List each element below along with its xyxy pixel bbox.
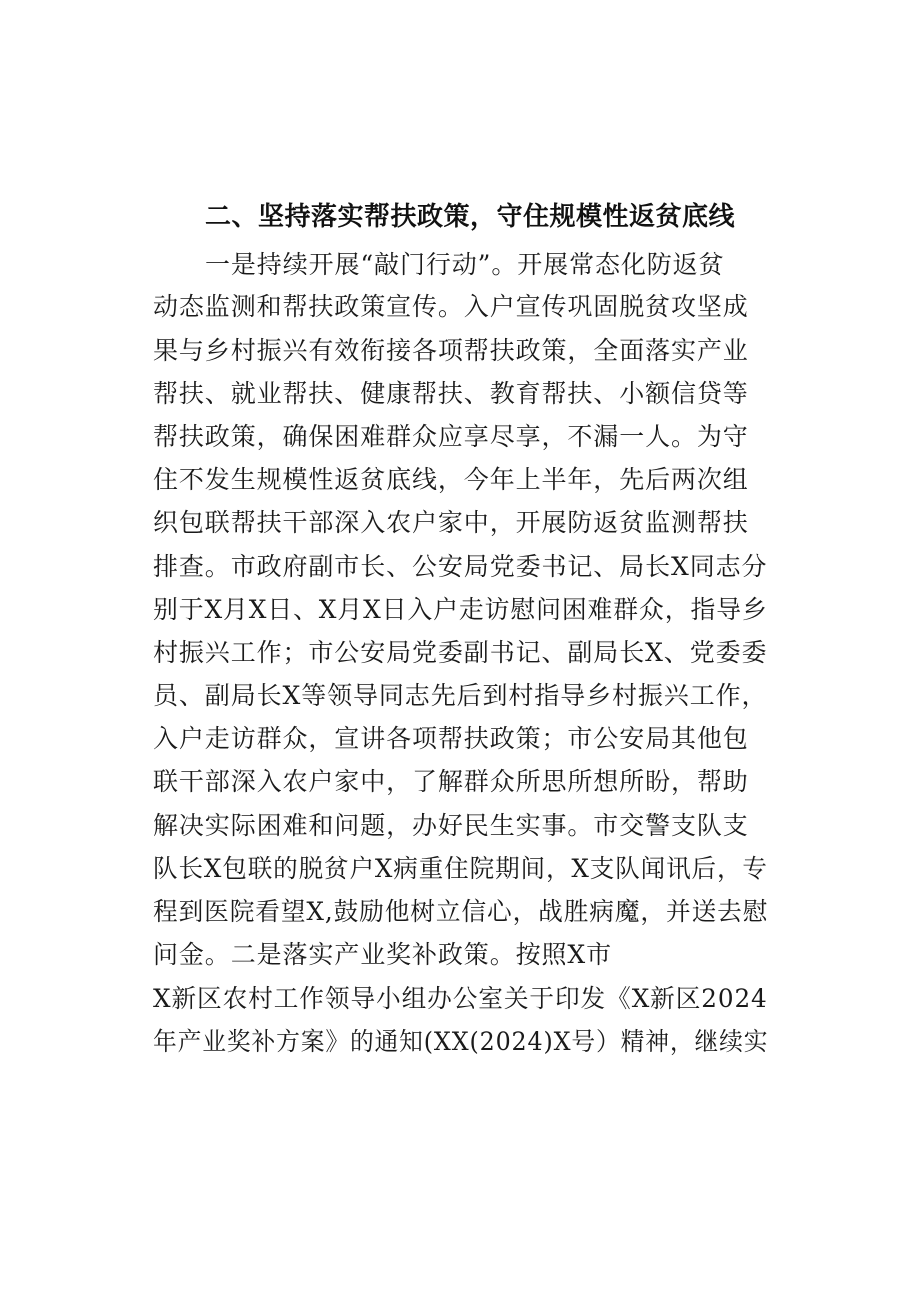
paragraph-line: 织包联帮扶干部深入农户家中，开展防返贫监测帮扶	[153, 508, 749, 537]
paragraph-line: 帮扶政策，确保困难群众应享尽享，不漏一人。为守	[153, 422, 749, 451]
paragraph-line: 程到医院看望X,鼓励他树立信心，战胜病魔，并送去慰	[153, 897, 769, 926]
paragraph-line: 问金。二是落实产业奖补政策。按照X市	[153, 940, 612, 969]
paragraph-line: 入户走访群众，宣讲各项帮扶政策；市公安局其他包	[153, 724, 749, 753]
section-heading: 二、坚持落实帮扶政策，守住规模性返贫底线	[205, 202, 736, 232]
paragraph-line: X新区农村工作领导小组办公室关于印发《X新区2024	[153, 984, 768, 1013]
paragraph-line: 住不发生规模性返贫底线，今年上半年，先后两次组	[153, 465, 749, 494]
paragraph-line: 员、副局长X等领导同志先后到村指导乡村振兴工作，	[153, 681, 768, 710]
paragraph-line: 解决实际困难和问题，办好民生实事。市交警支队支	[153, 811, 749, 840]
paragraph-line: 一是持续开展“敲门行动”。开展常态化防返贫	[205, 250, 725, 279]
paragraph-line: 动态监测和帮扶政策宣传。入户宣传巩固脱贫攻坚成	[153, 292, 749, 321]
paragraph-line: 队长X包联的脱贫户X病重住院期间，X支队闻讯后，专	[153, 854, 768, 883]
paragraph-line: 果与乡村振兴有效衔接各项帮扶政策，全面落实产业	[153, 336, 749, 365]
paragraph-line: 联干部深入农户家中，了解群众所思所想所盼，帮助	[153, 767, 749, 796]
paragraph-line: 村振兴工作；市公安局党委副书记、副局长X、党委委	[153, 638, 768, 667]
paragraph-line: 帮扶、就业帮扶、健康帮扶、教育帮扶、小额信贷等	[153, 379, 749, 408]
paragraph-line: 别于X月X日、X月X日入户走访慰问困难群众，指导乡	[153, 595, 768, 624]
paragraph-line: 排查。市政府副市长、公安局党委书记、局长X同志分	[153, 552, 768, 581]
paragraph-line: 年产业奖补方案》的通知(XX(2024)X号）精神，继续实	[153, 1027, 769, 1056]
